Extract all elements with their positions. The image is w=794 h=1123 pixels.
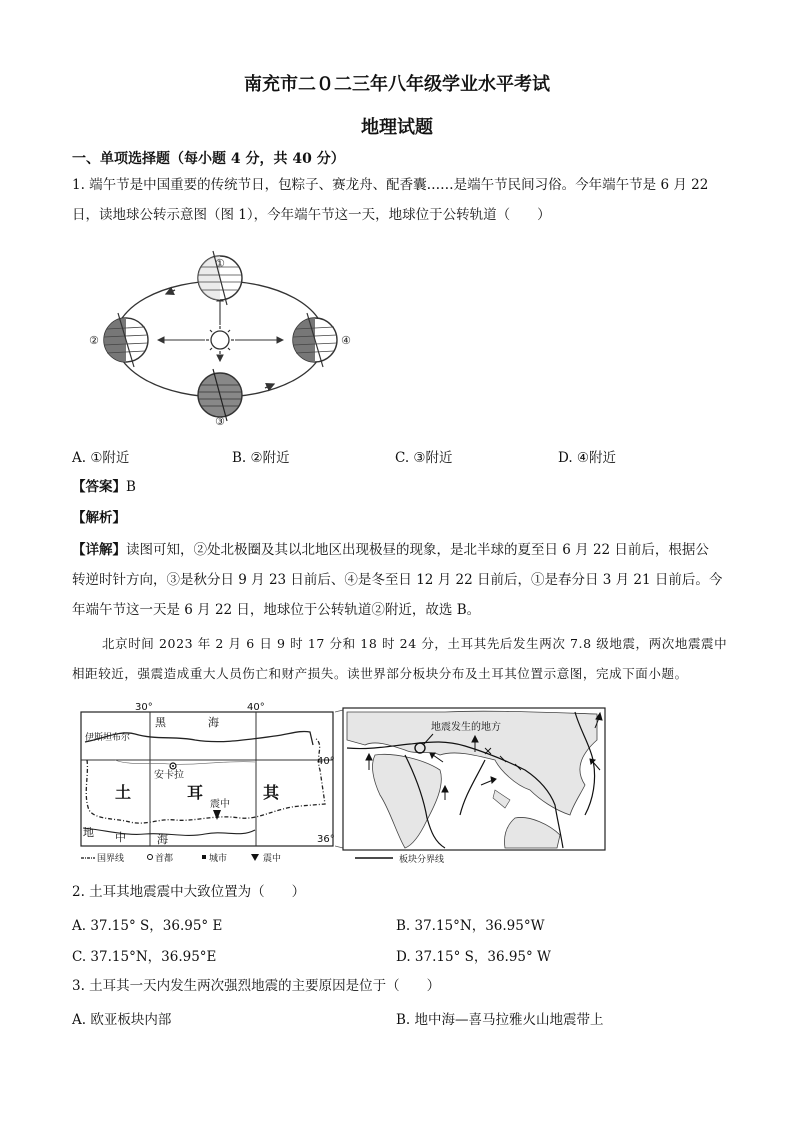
analysis-tag: 【解析】 [72, 510, 126, 526]
q1-stem-line1: 1. 端午节是中国重要的传统节日，包粽子、赛龙舟、配香囊……是端午节民间习俗。今年端午节是 6 月 22 [72, 177, 709, 193]
label-pos-2: ② [89, 334, 99, 347]
quake-location-label: 地震发生的地方 [431, 722, 501, 733]
med-sea-label-1: 地 [83, 826, 94, 839]
q2-option-b: B. 37.15°N，36.95°W [396, 918, 545, 934]
q1-option-a: A. ①附近 [72, 450, 130, 466]
answer-value: B [126, 479, 136, 495]
q1-option-d: D. ④附近 [558, 450, 617, 466]
earth-position-4 [293, 313, 337, 367]
legend-border-label: 国界线 [97, 854, 125, 864]
label-pos-4: ④ [341, 334, 351, 347]
q2-option-c: C. 37.15°N，36.95°E [72, 949, 217, 965]
turkey-map [75, 700, 340, 868]
orbit-arrow-top [166, 290, 175, 294]
legend-capital-label: 首都 [155, 854, 174, 864]
legend-epicenter-label: 震中 [263, 854, 282, 864]
earth-position-3 [198, 369, 242, 421]
intro-line1: 北京时间 2023 年 2 月 6 日 9 时 17 分和 18 时 24 分，土耳其先后发生两次 7.8 级地震，两次地震震中 [102, 636, 728, 651]
exam-subtitle: 地理试题 [361, 117, 433, 138]
legend-city-label: 城市 [209, 854, 228, 864]
turkey-label-2: 耳 [187, 783, 204, 802]
detail-tag: 【详解】 [72, 542, 126, 558]
label-pos-3: ③ [215, 415, 225, 428]
black-sea-label-2: 海 [208, 716, 219, 729]
q1-option-b: B. ②附近 [232, 450, 290, 466]
lon-30-label: 30° [135, 702, 153, 713]
sun-icon [206, 326, 234, 354]
q3-option-a: A. 欧亚板块内部 [72, 1012, 172, 1028]
q1-detail-line3: 年端午节这一天是 6 月 22 日，地球位于公转轨道②附近，故选 B。 [72, 602, 481, 618]
black-sea-label-1: 黑 [155, 716, 166, 729]
world-plate-map [335, 700, 615, 868]
med-sea-label-2: 中 [115, 831, 126, 844]
q1-detail-line1: 【详解】读图可知，②处北极圈及其以北地区出现极昼的现象，是北半球的夏至日 6 月 22 日前后，根据公 [72, 542, 709, 558]
q1-detail-line2: 转逆时针方向，③是秋分日 9 月 23 日前后、④是冬至日 12 月 22 日前后，①是春分日 3 月 21 日前后。今 [72, 572, 723, 588]
intro-line2: 相距较近，强震造成重大人员伤亡和财产损失。读世界部分板块分布及土耳其位置示意图，完成下面小题。 [72, 666, 688, 681]
q3-stem: 3. 土耳其一天内发生两次强烈地震的主要原因是位于（ ） [72, 978, 441, 994]
label-pos-1: ① [215, 257, 225, 270]
turkey-label-1: 土 [115, 783, 132, 802]
q3-option-b: B. 地中海—喜马拉雅火山地震带上 [396, 1012, 604, 1028]
turkey-label-3: 其 [263, 783, 280, 802]
med-sea-label-3: 海 [157, 833, 168, 846]
lat-40-label: 40° [317, 756, 335, 767]
q2-stem: 2. 土耳其地震震中大致位置为（ ） [72, 884, 306, 900]
q1-answer-line [72, 477, 136, 497]
orbit-figure [80, 245, 370, 430]
epicenter-label: 震中 [210, 799, 230, 810]
q2-option-d: D. 37.15° S，36.95° W [396, 949, 551, 965]
answer-tag: 【答案】 [72, 479, 126, 495]
istanbul-label: 伊斯坦布尔 [85, 733, 131, 743]
lon-40-label: 40° [247, 702, 265, 713]
exam-title: 南充市二０二三年八年级学业水平考试 [244, 74, 550, 95]
section-heading: 一、单项选择题（每小题 4 分，共 40 分） [72, 151, 345, 167]
q1-option-c: C. ③附近 [395, 450, 453, 466]
legend-plate-label: 板块分界线 [399, 855, 445, 865]
ankara-label: 安卡拉 [154, 770, 184, 781]
orbit-arrow-bottom [265, 384, 274, 388]
earth-position-2 [104, 313, 148, 367]
q1-stem-line2: 日，读地球公转示意图（图 1），今年端午节这一天，地球位于公转轨道（ ） [72, 207, 551, 223]
lat-36-label: 36° [317, 834, 335, 845]
q2-option-a: A. 37.15° S，36.95° E [72, 918, 223, 934]
